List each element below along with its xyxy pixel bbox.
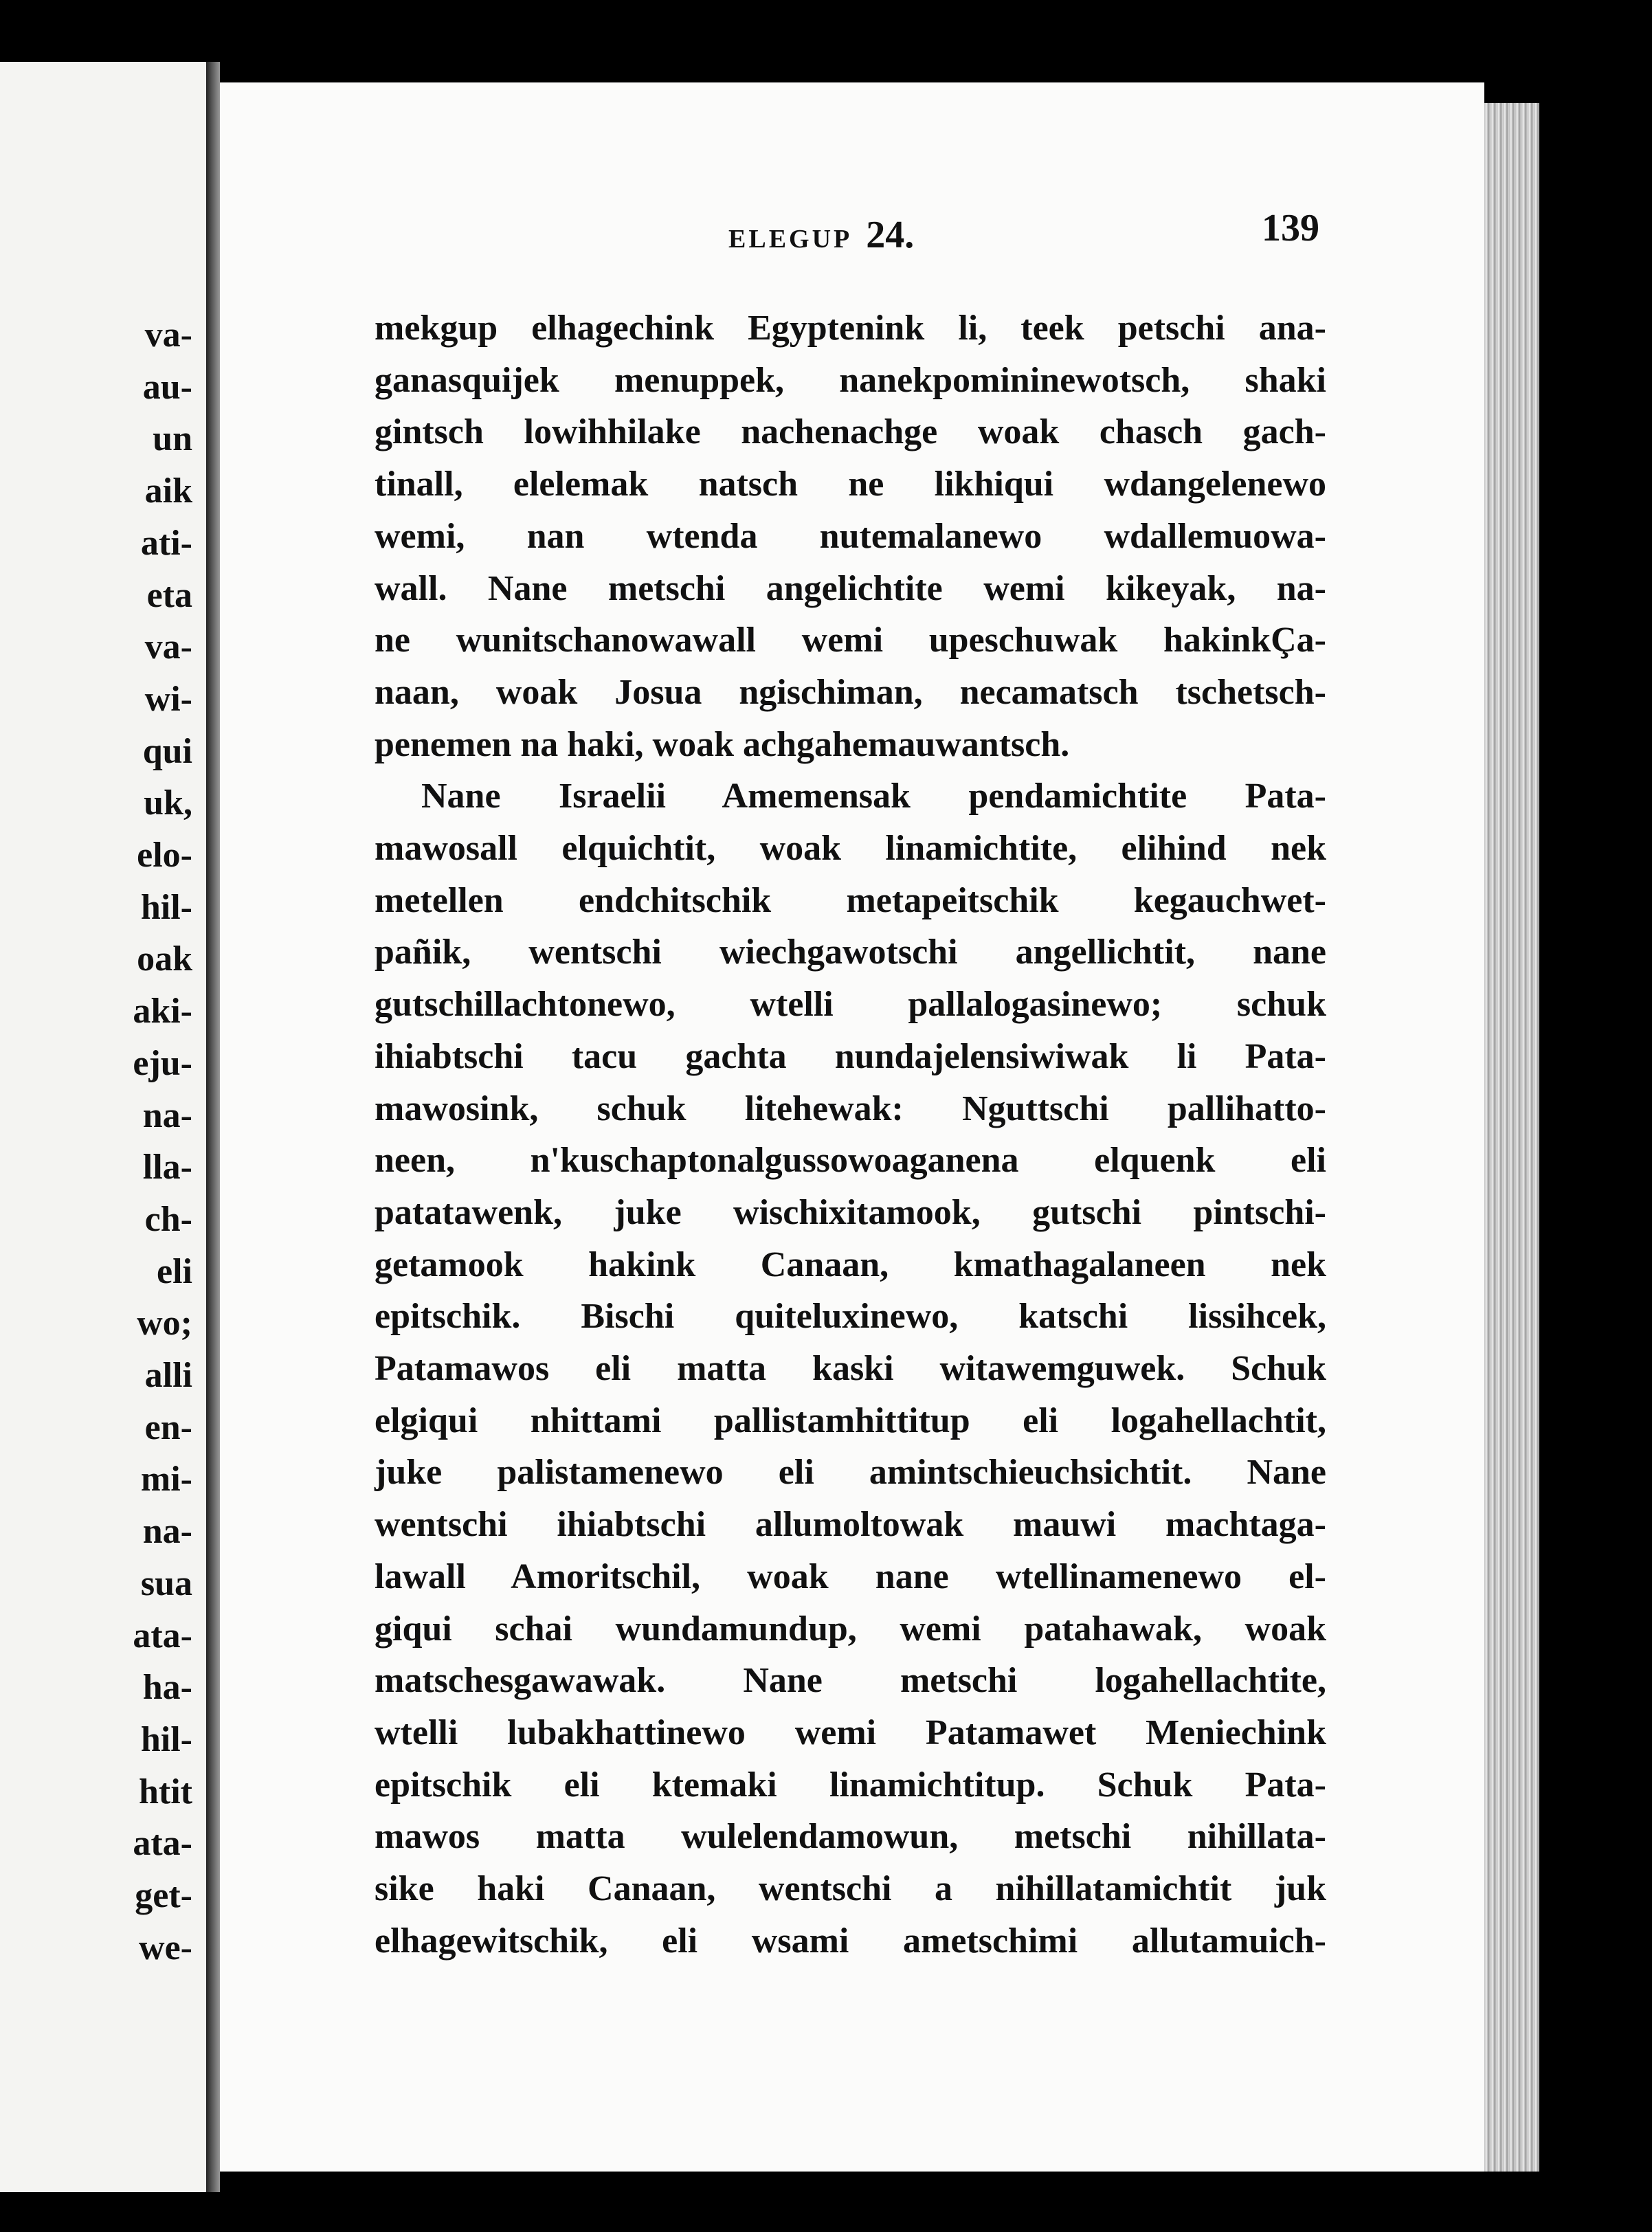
left-fragment: un — [153, 419, 192, 459]
left-fragment: uk, — [144, 783, 192, 823]
left-fragment: htit — [139, 1772, 192, 1811]
left-fragment: na- — [142, 1095, 192, 1135]
text-line: pañik, wentschi wiechgawotschi angellichtit, nane — [375, 933, 1326, 972]
text-line: epitschik eli ktemaki linamichtitup. Schuk Pata- — [375, 1765, 1326, 1805]
text-line: wall. Nane metschi angelichtite wemi kikeyak, na- — [375, 568, 1326, 608]
text-line: gintsch lowihhilake nachenachge woak chasch gach- — [375, 412, 1326, 452]
left-fragment: eju- — [133, 1043, 192, 1083]
left-fragment: va- — [144, 315, 192, 355]
left-facing-page — [0, 62, 206, 2192]
text-line: mawos matta wulelendamowun, metschi nihillata- — [375, 1817, 1326, 1857]
text-line: metellen endchitschik metapeitschik kegauchwet- — [375, 880, 1326, 920]
page-block-edge — [1484, 103, 1539, 2172]
text-line: penemen na haki, woak achgahemauwantsch. — [375, 724, 1070, 764]
text-line: lawall Amoritschil, woak nane wtellinamenewo el- — [375, 1556, 1326, 1596]
text-line: juke palistamenewo eli amintschieuchsichtit. Nane — [375, 1453, 1326, 1493]
left-fragment: ha- — [142, 1668, 192, 1708]
text-line: matschesgawawak. Nane metschi logahellachtite, — [375, 1661, 1326, 1701]
text-line: getamook hakink Canaan, kmathagalaneen nek — [375, 1245, 1326, 1284]
left-fragment: elo- — [137, 836, 192, 875]
text-line: giqui schai wundamundup, wemi patahawak, woak — [375, 1609, 1326, 1649]
left-fragment: mi- — [140, 1460, 192, 1499]
text-line: sike haki Canaan, wentschi a nihillatamichtit juk — [375, 1869, 1326, 1909]
text-line: epitschik. Bischi quiteluxinewo, katschi lissihcek, — [375, 1297, 1326, 1337]
page-header — [728, 206, 1319, 261]
text-line: ganasquijek menuppek, nanekpomininewotsch, shaki — [375, 360, 1326, 400]
left-fragment: eta — [146, 575, 192, 615]
text-line: Nane Israelii Amemensak pendamichtite Pata- — [421, 777, 1326, 816]
text-line: neen, n'kuschaptonalgussowoaganena elquenk eli — [375, 1141, 1326, 1181]
text-line: naan, woak Josua ngischiman, necamatsch tschetsch- — [375, 672, 1326, 712]
left-fragment: get- — [135, 1876, 192, 1916]
left-fragment: lla- — [142, 1148, 192, 1187]
left-page-text-fragments — [0, 309, 206, 1974]
text-line: patatawenk, juke wischixitamook, gutschi pintschi- — [375, 1192, 1326, 1232]
text-line: ihiabtschi tacu gachta nundajelensiwiwak li Pata- — [375, 1036, 1326, 1076]
text-line: wentschi ihiabtschi allumoltowak mauwi machtaga- — [375, 1505, 1326, 1545]
left-fragment: we- — [139, 1928, 192, 1967]
left-fragment: ata- — [133, 1824, 192, 1864]
background-shadow — [1539, 82, 1652, 2232]
text-line: ne wunitschanowawall wemi upeschuwak hakinkÇa- — [375, 621, 1326, 660]
text-line: elhagewitschik, eli wsami ametschimi allutamuich- — [375, 1921, 1326, 1961]
left-fragment: wo; — [137, 1304, 192, 1343]
left-fragment: aik — [144, 471, 192, 511]
text-line: mawosink, schuk litehewak: Nguttschi pallihatto- — [375, 1089, 1326, 1128]
left-fragment: eli — [157, 1251, 192, 1291]
text-line: mekgup elhagechink Egyptenink li, teek petschi ana- — [375, 309, 1326, 348]
left-fragment: alli — [144, 1356, 192, 1396]
left-fragment: au- — [142, 367, 192, 407]
page-number: 139 — [1262, 207, 1319, 249]
left-fragment: qui — [142, 731, 192, 771]
running-title-text: ELEGUP — [728, 225, 853, 254]
left-fragment: aki- — [133, 992, 192, 1031]
text-line: Patamawos eli matta kaski witawemguwek. Schuk — [375, 1349, 1326, 1389]
left-fragment: na- — [142, 1512, 192, 1552]
left-fragment: ch- — [144, 1199, 192, 1239]
text-line: wemi, nan wtenda nutemalanewo wdallemuowa- — [375, 516, 1326, 556]
left-fragment: en- — [144, 1407, 192, 1447]
left-fragment: ati- — [140, 523, 192, 563]
left-fragment: ata- — [133, 1616, 192, 1655]
left-fragment: va- — [144, 627, 192, 667]
left-fragment: hil- — [140, 1719, 192, 1759]
left-fragment: hil- — [140, 887, 192, 927]
book-gutter — [206, 62, 220, 2192]
chapter-number: 24. — [866, 214, 915, 256]
text-line: elgiqui nhittami pallistamhittitup eli logahellachtit, — [375, 1400, 1326, 1440]
text-line: wtelli lubakhattinewo wemi Patamawet Meniechink — [375, 1712, 1326, 1752]
left-fragment: sua — [140, 1563, 192, 1603]
text-line: gutschillachtonewo, wtelli pallalogasinewo; schuk — [375, 985, 1326, 1025]
text-line: mawosall elquichtit, woak linamichtite, elihind nek — [375, 829, 1326, 869]
left-fragment: wi- — [144, 679, 192, 719]
running-title — [728, 213, 914, 257]
body-text — [375, 302, 1326, 1967]
left-fragment: oak — [137, 939, 192, 979]
text-line: tinall, elelemak natsch ne likhiqui wdangelenewo — [375, 465, 1326, 504]
